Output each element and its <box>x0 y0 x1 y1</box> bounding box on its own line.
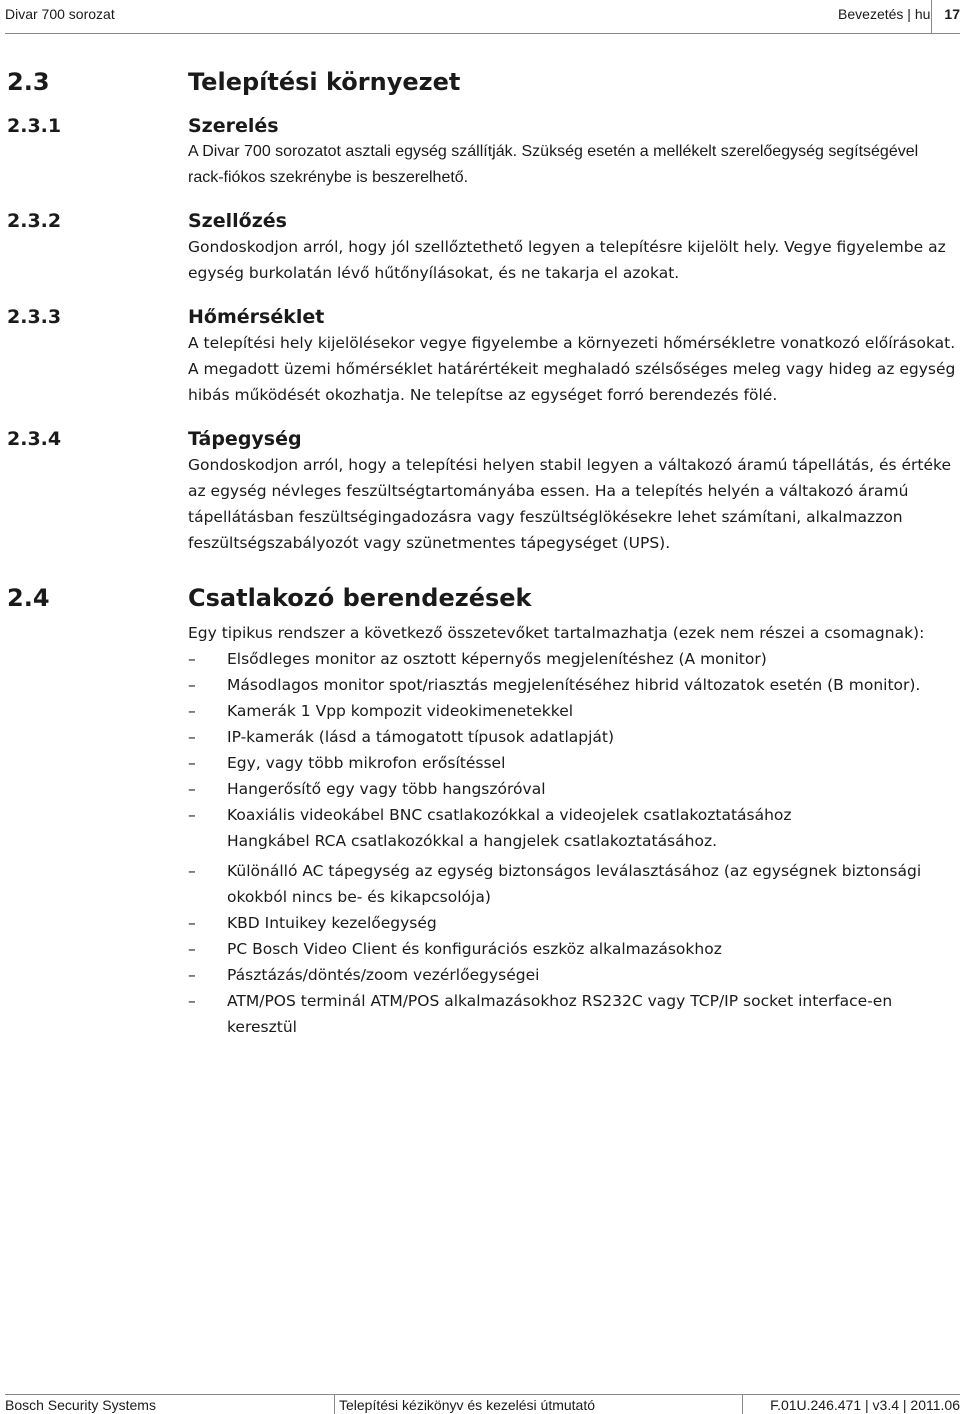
list-item: – Hangerősítő egy vagy több hangszóróval <box>188 780 546 798</box>
section-text-2-3-1: A Divar 700 sorozatot asztali egység szállítják. Szükség esetén a mellékelt szerelőegység segítségével rack-fiókos szekrénybe is beszerelhető. <box>188 143 919 186</box>
section-text-2-3-4: Gondoskodjon arról, hogy a telepítési helyen stabil legyen a váltakozó áramú tápellátás, és értéke az egység névleges feszültségtartományába essen. Ha a telepítés helyén a váltakozó áramú tápellátásban feszültségingadozásra vagy feszültséglökésekre lehet számítani, alkalmazzon feszültségszabályozót vagy szünetmentes tápegységet (UPS). <box>188 456 952 552</box>
section-intro-2-4: Egy tipikus rendszer a következő összetevőket tartalmazhatja (ezek nem részei a csomagnak): <box>188 624 925 642</box>
footer-divider <box>742 1395 743 1414</box>
section-number-2-4: 2.4 <box>7 584 50 612</box>
section-number-2-3-3: 2.3.3 <box>7 306 62 328</box>
list-item: – Pásztázás/döntés/zoom vezérlőegységei <box>188 966 540 984</box>
header-chapter-info <box>838 6 960 22</box>
list-item: – KBD Intuikey kezelőegység <box>188 914 437 932</box>
list-item: – Különálló AC tápegység az egység biztonságos leválasztásához (az egységnek biztonsági okokból nincs be- és kikapcsolója) <box>188 862 922 906</box>
equipment-list <box>188 646 960 1040</box>
list-item: – IP-kamerák (lásd a támogatott típusok adatlapját) <box>188 728 615 746</box>
section-title-2-3-4: Tápegység <box>188 428 302 450</box>
list-item-continuation: Hangkábel RCA csatlakozókkal a hangjelek csatlakoztatásához. <box>227 832 718 850</box>
page-header <box>5 0 960 34</box>
list-item: – PC Bosch Video Client és konfigurációs eszköz alkalmazásokhoz <box>188 940 722 958</box>
page-footer <box>5 1394 960 1414</box>
section-text-2-3-3: A telepítési hely kijelölésekor vegye figyelembe a környezeti hőmérsékletre vonatkozó előírásokat. A megadott üzemi hőmérséklet határértékeit meghaladó szélsőséges meleg vagy hideg az egység hibás működését okozhatja. Ne telepítse az egységet forró berendezés fölé. <box>188 334 956 404</box>
list-item: – Egy, vagy több mikrofon erősítéssel <box>188 754 506 772</box>
list-item: – Koaxiális videokábel BNC csatlakozókkal a videojelek csatlakoztatásához Hangkábel RCA csatlakozókkal a hangjelek csatlakoztatásához. <box>188 806 792 850</box>
header-doc-title: Divar 700 sorozat <box>5 6 115 22</box>
list-item: – ATM/POS terminál ATM/POS alkalmazásokhoz RS232C vagy TCP/IP socket interface-en keresztül <box>188 992 893 1036</box>
section-title-2-4: Csatlakozó berendezések <box>188 584 532 612</box>
section-number-2-3: 2.3 <box>7 68 50 96</box>
section-title-2-3: Telepítési környezet <box>188 68 461 96</box>
list-item: – Másodlagos monitor spot/riasztás megjelenítéséhez hibrid változatok esetén (B monitor). <box>188 676 921 694</box>
section-title-2-3-2: Szellőzés <box>188 210 287 232</box>
section-number-2-3-4: 2.3.4 <box>7 428 62 450</box>
header-page-number: 17 <box>944 6 960 22</box>
list-item: – Elsődleges monitor az osztott képernyős megjelenítéshez (A monitor) <box>188 650 767 668</box>
header-divider <box>931 0 932 34</box>
header-chapter: Bevezetés | hu <box>838 6 931 22</box>
section-number-2-3-1: 2.3.1 <box>7 115 62 137</box>
section-number-2-3-2: 2.3.2 <box>7 210 62 232</box>
footer-company: Bosch Security Systems <box>5 1397 156 1413</box>
footer-manual-title: Telepítési kézikönyv és kezelési útmutató <box>339 1397 596 1413</box>
section-title-2-3-1: Szerelés <box>188 115 279 137</box>
footer-doc-reference: F.01U.246.471 | v3.4 | 2011.06 <box>770 1397 960 1413</box>
section-text-2-3-2: Gondoskodjon arról, hogy jól szellőztethető legyen a telepítésre kijelölt hely. Vegye figyelembe az egység burkolatán lévő hűtőnyílásokat, és ne takarja el azokat. <box>188 238 946 282</box>
footer-divider <box>334 1395 335 1414</box>
list-item: – Kamerák 1 Vpp kompozit videokimenetekkel <box>188 702 574 720</box>
section-title-2-3-3: Hőmérséklet <box>188 306 325 328</box>
